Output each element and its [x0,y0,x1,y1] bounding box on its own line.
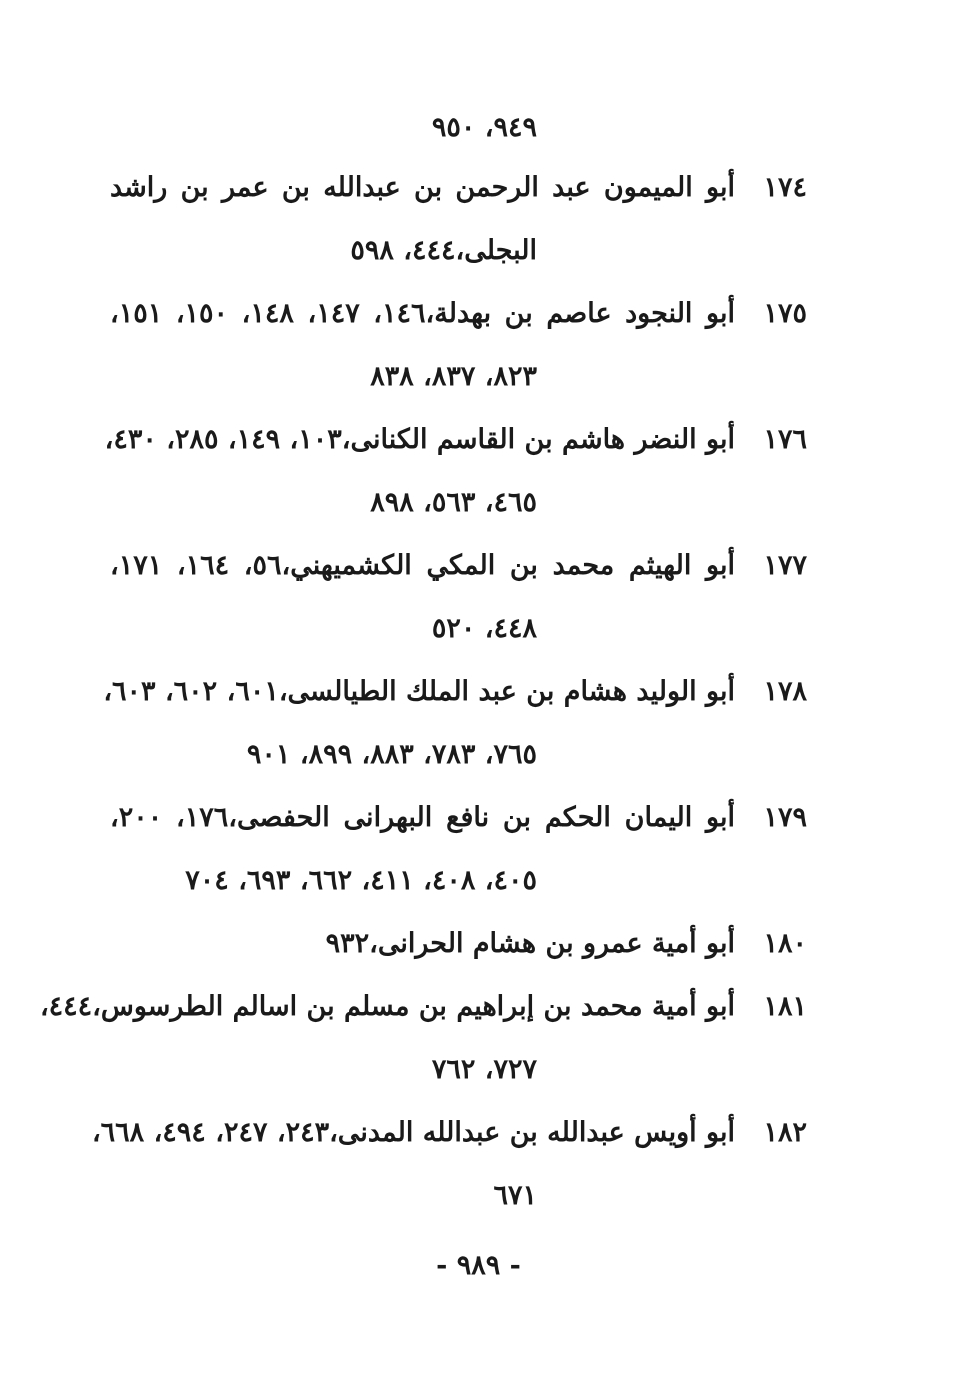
entry-text: أبو أويس عبدالله بن عبدالله المدنى،٢٤٣، ٢٤٧، ٤٩٤، ٦٦٨، [91,1117,735,1148]
entry-number: ١٨١ [763,991,807,1022]
entry-number: ١٧٦ [763,424,807,455]
entry-number: ١٧٩ [763,802,807,833]
index-entry [0,550,957,676]
index-entry [0,172,957,298]
index-entry [0,1117,957,1243]
index-entry [0,928,957,991]
entry-number: ١٧٧ [763,550,807,581]
entry-continuation: ٧٦٥، ٧٨٣، ٨٨٣، ٨٩٩، ٩٠١ [246,739,537,770]
index-entry [0,424,957,550]
index-entries [0,172,957,1243]
index-entry [0,991,957,1117]
entry-number: ١٧٥ [763,298,807,329]
entry-text: أبو الميمون عبد الرحمن بن عبدالله بن عمر بن راشد [110,172,735,203]
entry-continuation: ٦٧١ [493,1180,537,1211]
index-entry [0,298,957,424]
continuation-line: ٩٤٩، ٩٥٠ [431,112,537,143]
entry-continuation: ٤٠٥، ٤٠٨، ٤١١، ٦٦٢، ٦٩٣، ٧٠٤ [185,865,537,896]
entry-text: أبو الوليد هشام بن عبد الملك الطيالسى،٦٠١، ٦٠٢، ٦٠٣، [103,676,735,707]
entry-continuation: ٨٢٣، ٨٣٧، ٨٣٨ [370,361,537,392]
entry-text: أبو أمية عمرو بن هشام الحرانى،٩٣٢ [325,928,735,959]
entry-text: أبو النجود عاصم بن بهدلة،١٤٦، ١٤٧، ١٤٨، ١٥٠، ١٥١، [110,298,735,329]
entry-continuation: البجلى،٤٤٤، ٥٩٨ [350,235,537,266]
entry-continuation: ٧٢٧، ٧٦٢ [431,1054,537,1085]
entry-continuation: ٤٦٥، ٥٦٣، ٨٩٨ [370,487,537,518]
page-number: - ٩٨٩ - [436,1250,521,1281]
entry-text: أبو أمية محمد بن إبراهيم بن مسلم بن اسالم الطرسوس،٤٤٤، [39,991,735,1022]
entry-text: أبو النضر هاشم بن القاسم الكنانى،١٠٣، ١٤٩، ٢٨٥، ٤٣٠، [104,424,735,455]
entry-text: أبو اليمان الحكم بن نافع البهرانى الحفصى،١٧٦، ٢٠٠، [110,802,735,833]
index-entry [0,676,957,802]
index-entry [0,802,957,928]
entry-number: ١٧٤ [763,172,807,203]
entry-number: ١٨٠ [763,928,807,959]
entry-continuation: ٤٤٨، ٥٢٠ [431,613,537,644]
entry-number: ١٨٢ [763,1117,807,1148]
entry-text: أبو الهيثم محمد بن المكي الكشميهني،٥٦، ١٦٤، ١٧١، [110,550,735,581]
entry-number: ١٧٨ [763,676,807,707]
